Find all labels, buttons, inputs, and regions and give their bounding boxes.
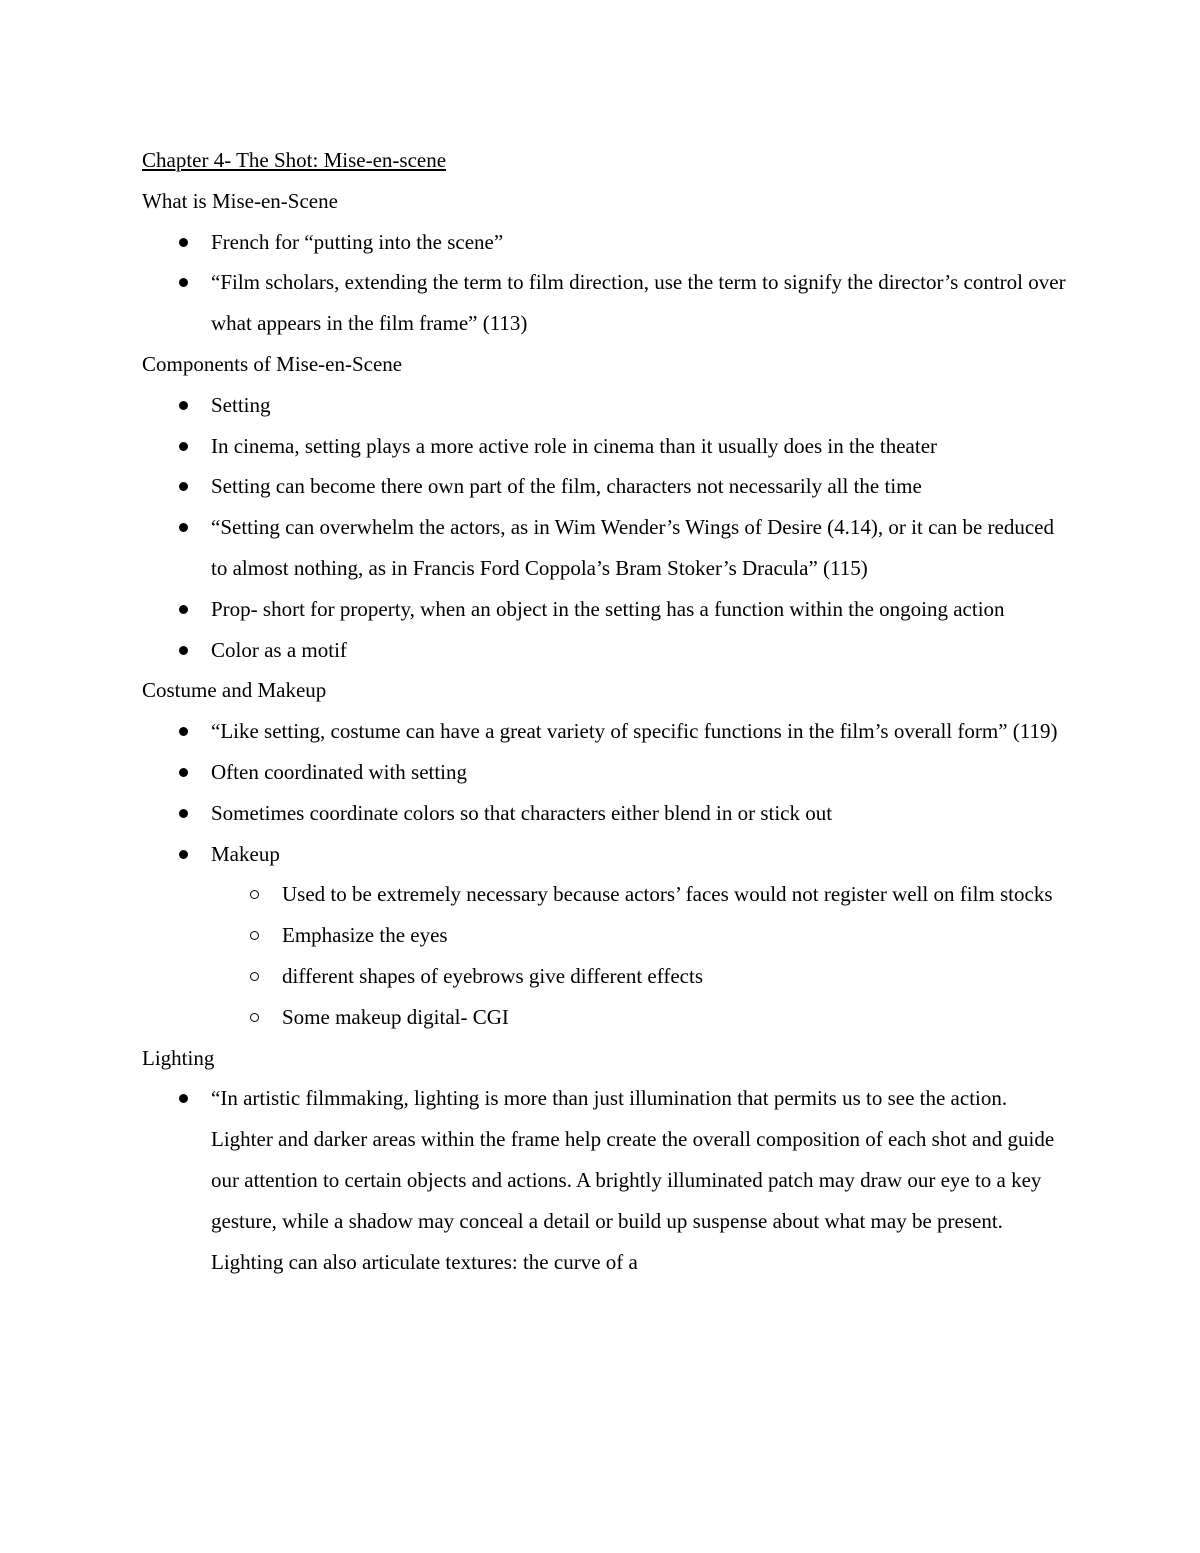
sub-list-item-text: Used to be extremely necessary because actors’ faces would not register well on film stocks xyxy=(282,882,1053,907)
bullet-icon xyxy=(179,1094,188,1103)
list-item-text: Makeup xyxy=(211,841,280,866)
bullet-icon xyxy=(179,646,188,655)
list-item-text: Setting can become there own part of the film, characters not necessarily all the time xyxy=(211,474,922,499)
hollow-bullet-icon xyxy=(250,931,259,940)
bullet-icon xyxy=(179,482,188,491)
bullet-icon xyxy=(179,850,188,859)
list-item xyxy=(142,385,1072,426)
list-item xyxy=(142,793,1072,834)
list-item-text: Color as a motif xyxy=(211,637,347,662)
list-item-text: Prop- short for property, when an object in the setting has a function within the ongoing action xyxy=(211,596,1005,621)
list-item xyxy=(142,466,1072,507)
hollow-bullet-icon xyxy=(250,1013,259,1022)
section-heading: What is Mise-en-Scene xyxy=(142,188,338,213)
bullet-icon xyxy=(179,278,188,287)
sub-list-item xyxy=(142,874,1072,915)
bullet-list xyxy=(142,1078,1072,1282)
list-item xyxy=(142,752,1072,793)
bullet-icon xyxy=(179,768,188,777)
section-heading: Components of Mise-en-Scene xyxy=(142,351,403,376)
list-item xyxy=(142,630,1072,671)
bullet-icon xyxy=(179,809,188,818)
list-item-text: Sometimes coordinate colors so that characters either blend in or stick out xyxy=(211,800,833,825)
list-item-text: In cinema, setting plays a more active role in cinema than it usually does in the theater xyxy=(211,433,938,458)
hollow-bullet-icon xyxy=(250,972,259,981)
list-item-text: “Like setting, costume can have a great variety of specific functions in the film’s overall form” (119) xyxy=(211,719,1058,744)
sub-list-item xyxy=(142,956,1072,997)
list-item xyxy=(142,1078,1072,1282)
list-item-text: “Setting can overwhelm the actors, as in Wim Wender’s Wings of Desire (4.14), or it can be reduced to almost nothing, as in Francis Ford Coppola’s Bram Stoker’s Dracula” (115) xyxy=(211,515,1054,580)
bullet-icon xyxy=(179,442,188,451)
bullet-icon xyxy=(179,727,188,736)
page-title: Chapter 4- The Shot: Mise-en-scene xyxy=(142,148,447,172)
bullet-icon xyxy=(179,238,188,247)
list-item-text: “In artistic filmmaking, lighting is more than just illumination that permits us to see the action. Lighter and darker areas within the frame help create the overall composition of each shot and guide our attention to certain objects and actions. A brightly illuminated patch may draw our eye to a key gesture, while a shadow may conceal a detail or build up suspense about what may be present. Lighting can also articulate textures: the curve of a xyxy=(211,1086,1055,1274)
bullet-list xyxy=(142,711,1072,874)
sub-bullet-list xyxy=(142,874,1072,1037)
list-item-text: “Film scholars, extending the term to film direction, use the term to signify the director’s control over what appears in the film frame” (113) xyxy=(211,270,1066,336)
sub-list-item xyxy=(142,997,1072,1038)
sub-list-item-text: Emphasize the eyes xyxy=(282,923,448,948)
bullet-icon xyxy=(179,605,188,614)
section-heading: Lighting xyxy=(142,1045,215,1070)
sub-list-item xyxy=(142,915,1072,956)
list-item xyxy=(142,834,1072,875)
section-heading: Costume and Makeup xyxy=(142,678,327,703)
list-item xyxy=(142,711,1072,752)
sub-list-item-text: Some makeup digital- CGI xyxy=(282,1004,509,1029)
list-item xyxy=(142,262,1072,344)
list-item-text: Often coordinated with setting xyxy=(211,759,468,784)
hollow-bullet-icon xyxy=(250,890,259,899)
sub-list-item-text: different shapes of eyebrows give different effects xyxy=(282,963,704,988)
list-item-text: Setting xyxy=(211,392,271,417)
list-item xyxy=(142,222,1072,263)
bullet-list xyxy=(142,222,1072,344)
list-item xyxy=(142,507,1072,589)
document-body xyxy=(142,140,1072,1282)
list-item-text: French for “putting into the scene” xyxy=(211,229,504,254)
bullet-icon xyxy=(179,523,188,532)
bullet-list xyxy=(142,385,1072,671)
list-item xyxy=(142,426,1072,467)
bullet-icon xyxy=(179,401,188,410)
list-item xyxy=(142,589,1072,630)
